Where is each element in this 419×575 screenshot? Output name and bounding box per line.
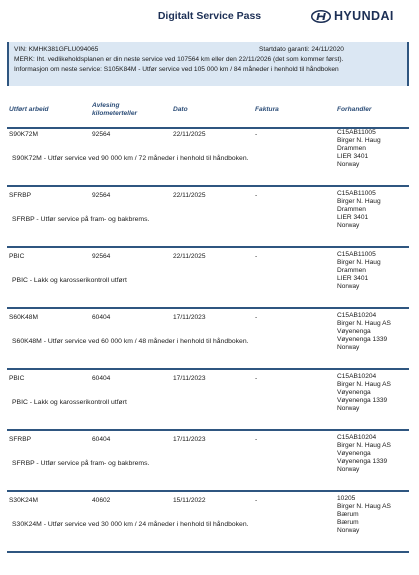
dealer-line: Drammen (337, 267, 366, 274)
entry-dealer (337, 434, 391, 474)
entry-divider (7, 429, 409, 431)
next-service-text: Informasjon om neste service: S105K84M - Utfør service ved 105 000 km / 84 måneder i henhold til håndboken (14, 66, 339, 73)
dealer-line: Vøyenenga 1339 (337, 458, 388, 465)
dealer-line: Vøyenenga (337, 328, 371, 335)
brand-logo (311, 9, 394, 23)
entry-dealer (337, 190, 381, 230)
dealer-line: Birger N. Haug (337, 198, 381, 205)
entry-code: SFRBP (9, 192, 31, 199)
dealer-line: Drammen (337, 145, 366, 152)
entry-description: PBIC - Lakk og karosserikontroll utført (12, 399, 127, 406)
entry-description: SFRBP - Utfør service på fram- og bakbrems. (12, 216, 150, 223)
entry-code: S60K48M (9, 314, 38, 321)
dealer-line: Norway (337, 161, 360, 168)
dealer-line: Vøyenenga (337, 389, 371, 396)
entry-dealer (337, 312, 391, 352)
dealer-line: Norway (337, 222, 360, 229)
entry-odometer: 92564 (92, 131, 111, 138)
dealer-line: Norway (337, 466, 360, 473)
entry-dealer (337, 373, 391, 413)
entry-odometer: 92564 (92, 253, 111, 260)
entry-description: S30K24M - Utfør service ved 30 000 km / 24 måneder i henhold til håndboken. (12, 521, 249, 528)
dealer-line: Drammen (337, 206, 366, 213)
entry-dealer (337, 129, 381, 169)
entry-divider (7, 307, 409, 309)
entry-description: PBIC - Lakk og karosserikontroll utført (12, 277, 127, 284)
entry-odometer: 60404 (92, 436, 111, 443)
dealer-line: C15AB11005 (337, 251, 376, 258)
table-header (7, 102, 409, 128)
service-entry (7, 373, 409, 434)
entry-divider (7, 185, 409, 187)
entry-date: 15/11/2022 (173, 497, 206, 504)
entry-date: 22/11/2025 (173, 253, 206, 260)
dealer-line: Norway (337, 405, 360, 412)
entry-invoice: - (255, 314, 258, 321)
col-header-date: Dato (173, 106, 188, 113)
entry-date: 17/11/2023 (173, 375, 206, 382)
service-entry (7, 312, 409, 373)
entry-description: SFRBP - Utfør service på fram- og bakbrems. (12, 460, 150, 467)
entry-invoice: - (255, 131, 258, 138)
col-header-odometer: Avlesing kilometerteller (92, 102, 138, 117)
dealer-line: Birger N. Haug AS (337, 442, 391, 449)
dealer-line: C15AB10204 (337, 434, 377, 441)
dealer-line: C15AB10204 (337, 312, 377, 319)
dealer-line: Birger N. Haug (337, 259, 381, 266)
entry-odometer: 40602 (92, 497, 111, 504)
entry-divider (7, 551, 409, 553)
entry-date: 22/11/2025 (173, 192, 206, 199)
brand-wordmark: HYUNDAI (334, 9, 394, 23)
service-entry (7, 434, 409, 495)
dealer-line: LIER 3401 (337, 153, 369, 160)
entry-divider (7, 368, 409, 370)
entry-divider (7, 490, 409, 492)
entry-invoice: - (255, 253, 258, 260)
dealer-line: Birger N. Haug AS (337, 503, 391, 510)
entry-code: PBIC (9, 253, 25, 260)
entry-description: S60K48M - Utfør service ved 60 000 km / 48 måneder i henhold til håndboken. (12, 338, 249, 345)
entry-code: S30K24M (9, 497, 38, 504)
entry-invoice: - (255, 436, 258, 443)
service-entry (7, 251, 409, 312)
entry-invoice: - (255, 192, 258, 199)
dealer-line: Vøyenenga (337, 450, 371, 457)
entry-description: S90K72M - Utfør service ved 90 000 km / 72 måneder i henhold til håndboken. (12, 155, 249, 162)
dealer-line: Norway (337, 283, 360, 290)
dealer-line: Birger N. Haug AS (337, 320, 391, 327)
entry-odometer: 60404 (92, 375, 111, 382)
col-header-dealer: Forhandler (337, 106, 372, 113)
dealer-line: 10205 (337, 495, 356, 502)
vin-text: VIN: KMHK381GFLU094065 (14, 46, 99, 53)
dealer-line: Bærum (337, 519, 359, 526)
dealer-line: Norway (337, 527, 360, 534)
info-line-vin (14, 45, 402, 55)
entry-odometer: 92564 (92, 192, 111, 199)
entry-code: S90K72M (9, 131, 38, 138)
entry-odometer: 60404 (92, 314, 111, 321)
service-entry (7, 129, 409, 190)
entry-date: 17/11/2023 (173, 314, 206, 321)
vehicle-info-box (7, 42, 409, 86)
entry-divider (7, 246, 409, 248)
entry-dealer (337, 251, 381, 291)
warranty-start-text: Startdato garanti: 24/11/2020 (259, 46, 344, 53)
dealer-line: Bærum (337, 511, 359, 518)
entry-date: 22/11/2025 (173, 131, 206, 138)
dealer-line: Vøyenenga 1339 (337, 397, 388, 404)
service-entry (7, 495, 409, 556)
dealer-line: Birger N. Haug AS (337, 381, 391, 388)
dealer-line: C15AB11005 (337, 190, 376, 197)
dealer-line: C15AB10204 (337, 373, 377, 380)
entry-invoice: - (255, 375, 258, 382)
entry-code: PBIC (9, 375, 25, 382)
dealer-line: Vøyenenga 1339 (337, 336, 388, 343)
dealer-line: Birger N. Haug (337, 137, 381, 144)
hyundai-logo-icon (311, 10, 331, 23)
dealer-line: LIER 3401 (337, 275, 369, 282)
service-entry (7, 190, 409, 251)
entry-code: SFRBP (9, 436, 31, 443)
dealer-line: Norway (337, 344, 360, 351)
maintenance-note: MERK: Iht. vedlikeholdsplanen er din neste service ved 107564 km eller den 22/11/2026 (det som kommer først). (14, 56, 344, 63)
col-header-work: Utført arbeid (9, 106, 49, 113)
col-header-invoice: Faktura (255, 106, 279, 113)
entry-invoice: - (255, 497, 258, 504)
entry-dealer (337, 495, 391, 535)
page-title: Digitalt Service Pass (157, 10, 262, 22)
entry-date: 17/11/2023 (173, 436, 206, 443)
dealer-line: C15AB11005 (337, 129, 376, 136)
dealer-line: LIER 3401 (337, 214, 369, 221)
